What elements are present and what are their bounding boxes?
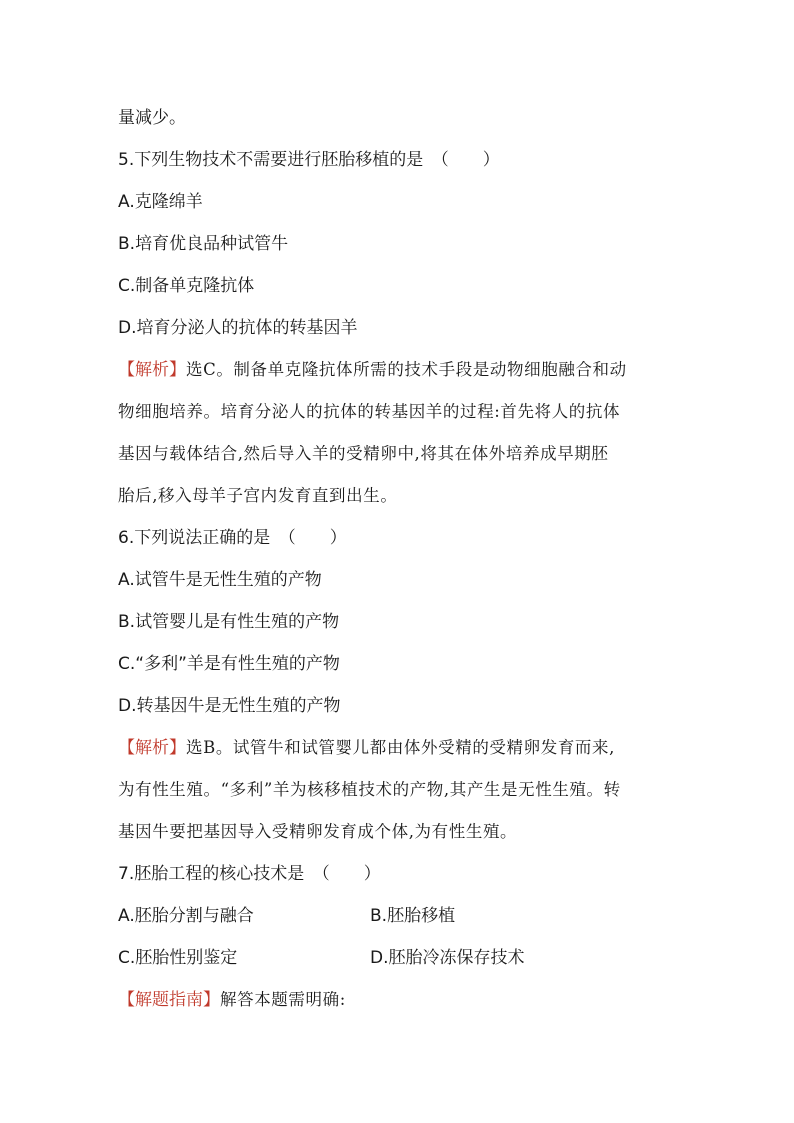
question-5-option-d: D.培育分泌人的抗体的转基因羊 — [118, 318, 358, 338]
analysis-5-line-3: 基因与载体结合,然后导入羊的受精卵中,将其在体外培养成早期胚 — [118, 444, 609, 463]
analysis-tag: 【解析】 — [118, 360, 186, 380]
question-7-options-row-1 — [118, 906, 678, 926]
question-6-stem: 6.下列说法正确的是 （ ） — [118, 528, 347, 548]
analysis-6-line-3: 基因牛要把基因导入受精卵发育成个体,为有性生殖。 — [118, 822, 518, 841]
analysis-6-line-2: 为有性生殖。“多利”羊为核移植技术的产物,其产生是无性生殖。转 — [118, 780, 621, 799]
guide-tag: 【解题指南】 — [118, 990, 220, 1010]
question-6-option-c: C.“多利”羊是有性生殖的产物 — [118, 654, 340, 674]
analysis-5-line-1: 【解析】选C。制备单克隆抗体所需的技术手段是动物细胞融合和动 — [118, 360, 627, 380]
analysis-tag: 【解析】 — [118, 738, 186, 758]
question-6-option-b: B.试管婴儿是有性生殖的产物 — [118, 612, 340, 632]
guide-line: 【解题指南】解答本题需明确: — [118, 990, 346, 1010]
question-5-option-a: A.克隆绵羊 — [118, 192, 203, 212]
analysis-6-line-1: 【解析】选B。试管牛和试管婴儿都由体外受精的受精卵发育而来, — [118, 738, 615, 758]
question-7-options-row-2 — [118, 948, 678, 968]
question-7-option-a: A.胚胎分割与融合 — [118, 906, 254, 926]
question-7-option-c: C.胚胎性别鉴定 — [118, 948, 238, 968]
question-7-stem: 7.胚胎工程的核心技术是 （ ） — [118, 864, 381, 884]
continued-text: 量减少。 — [118, 108, 186, 128]
question-5-stem: 5.下列生物技术不需要进行胚胎移植的是 （ ） — [118, 150, 500, 170]
question-7-option-b: B.胚胎移植 — [370, 906, 456, 926]
question-6-option-a: A.试管牛是无性生殖的产物 — [118, 570, 322, 590]
question-5-option-b: B.培育优良品种试管牛 — [118, 234, 289, 254]
question-6-option-d: D.转基因牛是无性生殖的产物 — [118, 696, 341, 716]
analysis-5-line-2: 物细胞培养。培育分泌人的抗体的转基因羊的过程:首先将人的抗体 — [118, 402, 621, 421]
question-5-option-c: C.制备单克隆抗体 — [118, 276, 255, 296]
question-7-option-d: D.胚胎冷冻保存技术 — [370, 948, 525, 968]
analysis-5-line-4: 胎后,移入母羊子宫内发育直到出生。 — [118, 486, 398, 505]
